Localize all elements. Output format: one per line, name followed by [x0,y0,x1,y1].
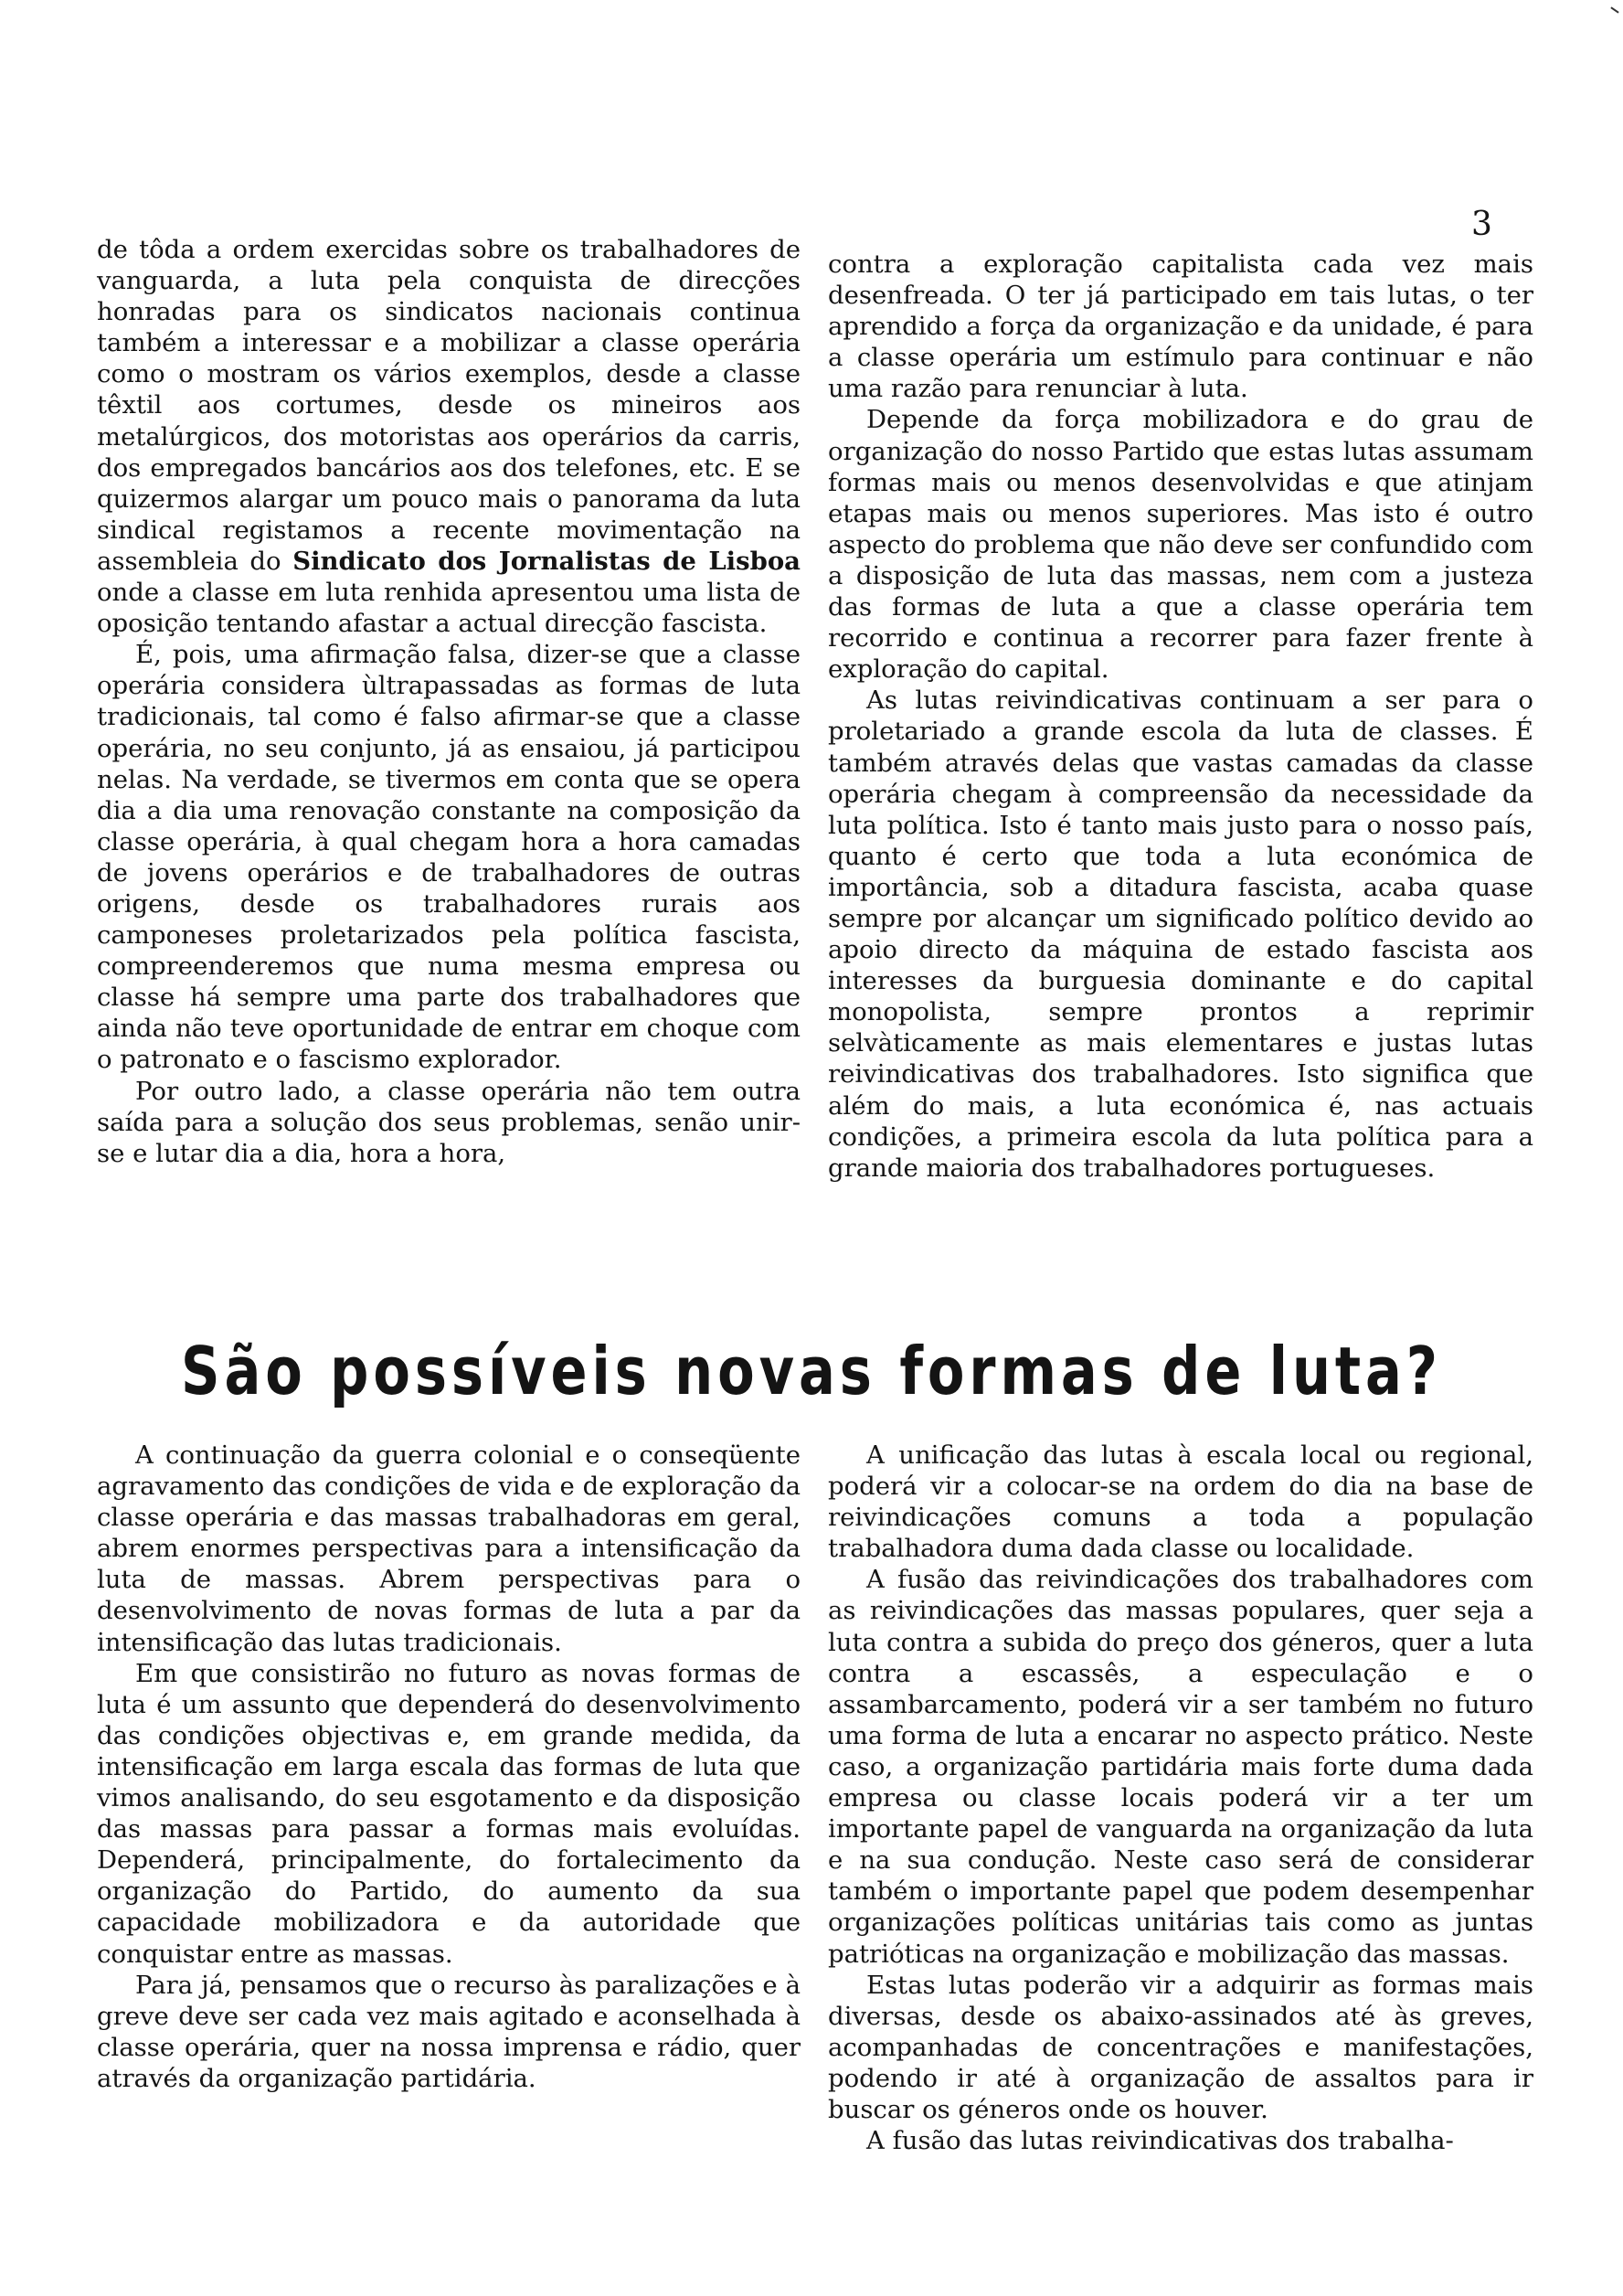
paragraph-text: onde a classe em luta renhida apresentou uma lista de oposição tentando afastar a actual direcção fascista. [97,578,801,639]
paragraph: Estas lutas poderão vir a adquirir as formas mais diversas, desde os abaixo-assinados até às greves, acompanhadas de concentrações e manifestações, podendo ir até à organização de assaltos para ir buscar os géneros onde os houver. [828,1970,1533,2124]
paragraph: Para já, pensamos que o recurso às paralizações e à greve deve ser cada vez mais agitado e aconselhada à classe operária, quer na nossa imprensa e rádio, quer através da organização partidária. [97,1970,801,2093]
page-corner-mark [1610,6,1618,13]
paragraph: Por outro lado, a classe operária não tem outra saída para a solução dos seus problemas, senão unir-se e lutar dia a dia, hora a hora, [97,1076,801,1168]
paragraph: As lutas reivindicativas continuam a ser para o proletariado a grande escola da luta de classes. É também através delas que vastas camadas da classe operária chegam à compreensão da necessidade da luta política. Isto é tanto mais justo para o nosso país, quanto é certo que toda a luta económica de importância, sob a ditadura fascista, acaba quase sempre por alcançar um significado político devido ao apoio directo da máquina de estado fascista aos interesses da burguesia dominante e do capital monopolista, sempre prontos a reprimir selvàticamente as mais elementares e justas lutas reivindicativas dos trabalhadores. Isto significa que além do mais, a luta económica é, nas actuais condições, a primeira escola da luta política para a grande maioria dos trabalhadores portugueses. [828,686,1533,1183]
paragraph: Depende da força mobilizadora e do grau de organização do nosso Partido que estas lutas assumam formas mais ou menos desenvolvidas e que atinjam etapas mais ou menos superiores. Mas isto é outro aspecto do problema que não deve ser confundido com a disposição de luta das massas, nem com a justeza das formas de luta a que a classe operária tem recorrido e continua a recorrer para fazer frente à exploração do capital. [828,405,1533,685]
paragraph: contra a exploração capitalista cada vez mais desenfreada. O ter já participado em tais lutas, o ter aprendido a força da organização e da unidade, é para a classe operária um estímulo para continuar e não uma razão para renunciar à luta. [828,250,1533,404]
paragraph-text: de tôda a ordem exercidas sobre os trabalhadores de vanguarda, a luta pela conquista de direcções honradas para os sindicatos nacionais continua também a interessar e a mobilizar a classe operária como o mostram os vários exemplos, desde a classe têxtil aos cortumes, desde os mineiros aos metalúrgicos, dos motoristas aos operários da carris, dos empregados bancários aos dos telefones, etc. E se quizermos alargar um pouco mais o panorama da luta sindical registamos a recente movimentação na assembleia do [97,235,801,576]
paragraph: A continuação da guerra colonial e o conseqüente agravamento das condições de vida e de exploração da classe operária e das massas trabalhadoras em geral, abrem enormes perspectivas para a intensificação da luta de massas. Abrem perspectivas para o desenvolvimento de novas formas de luta a par da intensificação das lutas tradicionais. [97,1440,801,1657]
union-name: Sindicato dos Jornalistas de Lisboa [292,546,801,576]
paragraph: É, pois, uma afirmação falsa, dizer-se que a classe operária considera ùltrapassadas as formas de luta tradicionais, tal como é falso afirmar-se que a classe operária, no seu conjunto, já as ensaiou, já participou nelas. Na verdade, se tivermos em conta que se opera dia a dia uma renovação constante na composição da classe operária, à qual chegam hora a hora camadas de jovens operários e de trabalhadores de outras origens, desde os trabalhadores rurais aos camponeses proletarizados pela política fascista, compreenderemos que numa mesma empresa ou classe há sempre uma parte dos trabalhadores que ainda não teve oportunidade de entrar em choque com o patronato e o fascismo explorador. [97,640,801,1075]
section-title: São possíveis novas formas de luta? [181,1333,1442,1409]
top-right-column [828,249,1533,1184]
bottom-right-column [828,1440,1533,2156]
page-number: 3 [1471,206,1492,243]
top-left-column [97,234,801,1169]
paragraph: A unificação das lutas à escala local ou regional, poderá vir a colocar-se na ordem do dia na base de reivindicações comuns a toda a população trabalhadora duma dada classe ou localidade. [828,1440,1533,1564]
paragraph [97,234,801,639]
paragraph: A fusão das lutas reivindicativas dos trabalha- [866,2126,1454,2156]
bottom-left-column [97,1440,801,2094]
paragraph: A fusão das reivindicações dos trabalhadores com as reivindicações das massas populares, quer seja a luta contra a subida do preço dos géneros, quer a luta contra a escassês, a especulação e o assambarcamento, poderá vir a ser também no futuro uma forma de luta a encarar no aspecto prático. Neste caso, a organização partidária mais forte duma dada empresa ou classe locais poderá vir a ter um importante papel de vanguarda na organização da luta e na sua condução. Neste caso será de considerar também o importante papel que podem desempenhar organizações políticas unitárias tais como as juntas patrióticas na organização e mobilização das massas. [828,1565,1533,1969]
paragraph: Em que consistirão no futuro as novas formas de luta é um assunto que dependerá do desenvolvimento das condições objectivas e, em grande medida, da intensificação em larga escala das formas de luta que vimos analisando, do seu esgotamento e da disposição das massas para passar a formas mais evoluídas. Dependerá, principalmente, do fortalecimento da organização do Partido, do aumento da sua capacidade mobilizadora e da autoridade que conquistar entre as massas. [97,1658,801,1969]
